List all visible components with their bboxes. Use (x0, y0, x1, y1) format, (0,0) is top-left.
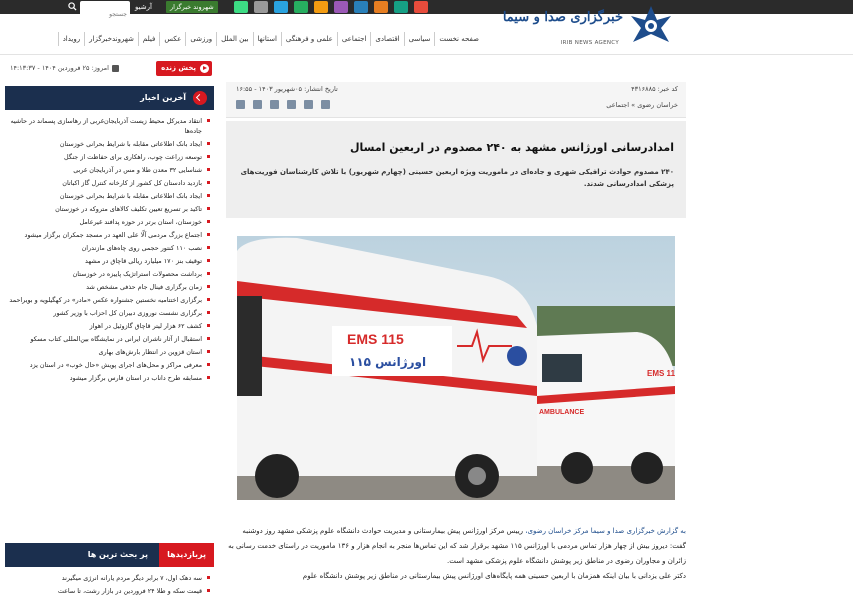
share-tools (236, 100, 330, 109)
list-item[interactable]: زمان برگزاری فینال جام حذفی مشخص شد (5, 282, 214, 292)
search-input[interactable] (80, 9, 130, 20)
main-nav (58, 32, 483, 46)
nav-economy[interactable]: اقتصادی (370, 32, 403, 46)
nav-photo[interactable]: عکس (159, 32, 185, 46)
nav-video[interactable]: فیلم (138, 32, 159, 46)
irib-emblem-icon (627, 2, 675, 50)
logo-name: خبرگزاری صدا و سیما (502, 10, 623, 25)
latest-news-title: آخرین اخبار (140, 93, 186, 102)
ambulance-farsi-label: اورژانس ۱۱۵ (349, 355, 427, 369)
chevron-left-icon[interactable] (193, 91, 207, 105)
list-item[interactable]: استقبال از آثار ناشران ایرانی در نمایشگاه بین‌المللی کتاب مسکو (5, 334, 214, 344)
nav-science-culture[interactable]: علمی و فرهنگی (281, 32, 337, 46)
list-item[interactable]: استان قزوین در انتظار بارش‌های بهاری (5, 347, 214, 357)
article-paragraph-2: دکتر علی یزدانی با بیان اینکه همزمان با اربعین حسینی همه پایگاه‌های اورژانس پیش بیمارستانی در مناطق زیر پوشش دانشگاه علوم (302, 572, 686, 580)
add-icon[interactable] (321, 100, 330, 109)
article-headline-box (226, 121, 686, 218)
article-lead: ۲۴۰ مصدوم حوادث ترافیکی شهری و جاده‌ای در ماموریت ویژه اربعین حسینی (چهارم شهریور) با تلاش کارشناسان فوریت‌های پزشکی امدادرسانی شدند. (240, 168, 674, 188)
article-paragraph-1-text: رییس مرکز اورژانس پیش بیمارستانی و مدیریت حوادث دانشگاه علوم پزشکی مشهد روز دوشنبه گفت: دیروز بیش از چهار هزار تماس مردمی با اورژانس ۱۱۵ مشهد برقرار شد که این تماس‌ها منجر به انجام هزار و ۱۳۶ ماموریت در راستای خدمت رسانی به زائران و مجاوران رضوی در مناطق زیر پوشش دانشگاه علوم پزشکی مشهد است. (228, 527, 686, 565)
nav-citizen-reporter[interactable]: شهروندخبرگزار (84, 32, 138, 46)
igap-icon[interactable] (374, 1, 388, 13)
latest-news-list (5, 110, 214, 383)
gap-icon[interactable] (394, 1, 408, 13)
today-date (10, 64, 119, 72)
print-icon[interactable] (236, 100, 245, 109)
article-body (226, 524, 686, 584)
article-title: امدادرسانی اورژانس مشهد به ۲۴۰ مصدوم در اربعین امسال (350, 141, 674, 154)
bale-icon[interactable] (294, 1, 308, 13)
list-item[interactable]: خوزستان، استان برتر در حوزه پدافند غیرعامل (5, 217, 214, 227)
source-link[interactable]: به گزارش خبرگزاری صدا و سیما مرکز خراسان رضوی، (525, 527, 686, 535)
most-viewed-header (5, 543, 214, 567)
list-item[interactable]: مسابقه طرح داناب در استان فارس برگزار میشود (5, 373, 214, 383)
rubika-icon[interactable] (334, 1, 348, 13)
list-item[interactable]: ایجاد بانک اطلاعاتی مقابله با شرایط بحرانی خوزستان (5, 139, 214, 149)
list-item[interactable]: تاکید بر تسریع تعیین تکلیف کالاهای متروکه در خوزستان (5, 204, 214, 214)
latest-news-header (5, 86, 214, 110)
site-logo[interactable] (502, 2, 675, 54)
apple-icon[interactable] (254, 1, 268, 13)
play-icon (200, 64, 209, 73)
ems-label-second: EMS 11 (647, 369, 675, 378)
article-paragraph-1 (226, 524, 686, 569)
list-item[interactable]: شناسایی ۳۲ معدن طلا و مس در آذربایجان غربی (5, 165, 214, 175)
list-item[interactable]: توسعه زراعت چوب، راهکاری برای حفاظت از جنگل (5, 152, 214, 162)
font-size-smaller-icon[interactable] (304, 100, 313, 109)
soroush-icon[interactable] (354, 1, 368, 13)
list-item[interactable]: ایجاد بانک اطلاعاتی مقابله با شرایط بحرانی خوزستان (5, 191, 214, 201)
rss-icon[interactable] (414, 1, 428, 13)
nav-divider (0, 54, 853, 55)
font-size-icon[interactable] (287, 100, 296, 109)
breadcrumb[interactable]: خراسان رضوی » اجتماعی (606, 101, 678, 109)
nav-international[interactable]: بین الملل (216, 32, 252, 46)
list-item[interactable]: انتقاد مدیرکل محیط زیست آذربایجان‌غربی از رهاسازی پسماند در حاشیه جاده‌ها (5, 116, 214, 136)
ems-label: EMS 115 (347, 331, 404, 347)
top-bar (0, 0, 853, 14)
eitaa-icon[interactable] (314, 1, 328, 13)
list-item[interactable]: توقیف بنز ۱۷۰ میلیارد ریالی قاچاق در مشهد (5, 256, 214, 266)
android-icon[interactable] (234, 1, 248, 13)
search-icon[interactable] (68, 2, 77, 11)
live-label: پخش زنده (161, 64, 196, 72)
list-item[interactable]: معرفی مراکز و محل‌های اجرای پویش «حال خوب» در استان یزد (5, 360, 214, 370)
tab-most-viewed[interactable]: پربازدیدها (159, 543, 214, 567)
most-viewed-list (5, 573, 214, 599)
list-item[interactable]: نصب ۱۱۰ کنتور حجمی روی چاه‌های مازندران (5, 243, 214, 253)
list-item[interactable]: برگزاری اختتامیه نخستین جشنواره عکس «مادر» در کهگیلویه و بویراحمد (5, 295, 214, 305)
publish-date: تاریخ انتشار: ۰۵شهریور ۱۴۰۳ - ۱۶:۵۵ (236, 85, 338, 93)
email-icon[interactable] (270, 100, 279, 109)
list-item[interactable]: برگزاری نشست نوروزی دبیران کل احزاب با وزیر کشور (5, 308, 214, 318)
citizen-reporter-button[interactable]: شهروند خبرگزار (166, 1, 218, 13)
list-item[interactable]: سه دهک اول، ۷ برابر دیگر مردم یارانه انرژی میگیرند (5, 573, 214, 583)
list-item[interactable]: بازدید دادستان کل کشور از کارخانه کنترل گاز اکباتان (5, 178, 214, 188)
list-item[interactable]: کشف ۶۲ هزار لیتر قاچاق گازوئیل در اهواز (5, 321, 214, 331)
save-icon[interactable] (253, 100, 262, 109)
nav-politics[interactable]: سیاسی (404, 32, 435, 46)
live-button[interactable] (156, 61, 212, 76)
tab-most-discussed[interactable]: پر بحث ترین ها (87, 550, 148, 559)
article-meta (226, 82, 686, 118)
ambulance-illustration (237, 236, 675, 500)
nav-sports[interactable]: ورزشی (185, 32, 216, 46)
search-box (80, 1, 130, 12)
nav-event[interactable]: رویداد (58, 32, 84, 46)
list-item[interactable]: اجتماع بزرگ مردمی آلّا علی العهد در مسجد جمکران برگزار میشود (5, 230, 214, 240)
logo-subtitle: IRIB NEWS AGENCY (560, 40, 619, 46)
latest-news-sidebar (5, 86, 214, 386)
list-item[interactable]: قیمت سکه و طلا ۲۴ فروردین در بازار رشت، تا ساعت (5, 586, 214, 596)
article-photo (237, 236, 675, 500)
news-code: کد خبر: ۴۳۱۶۸۸۵ (631, 85, 678, 93)
today-text: امروز: ۲۵ فروردین ۱۴۰۴ - ۱۴:۱۳:۳۷ (10, 64, 109, 72)
nav-home[interactable]: صفحه نخست (434, 32, 483, 46)
telegram-icon[interactable] (274, 1, 288, 13)
clock-icon (112, 65, 119, 72)
archive-link[interactable]: آرشیو (135, 3, 152, 11)
nav-social[interactable]: اجتماعی (337, 32, 371, 46)
list-item[interactable]: برداشت محصولات استراتژیک پاییزه در خوزستان (5, 269, 214, 279)
nav-provinces[interactable]: استانها (253, 32, 281, 46)
ambulance-label: AMBULANCE (539, 409, 585, 416)
